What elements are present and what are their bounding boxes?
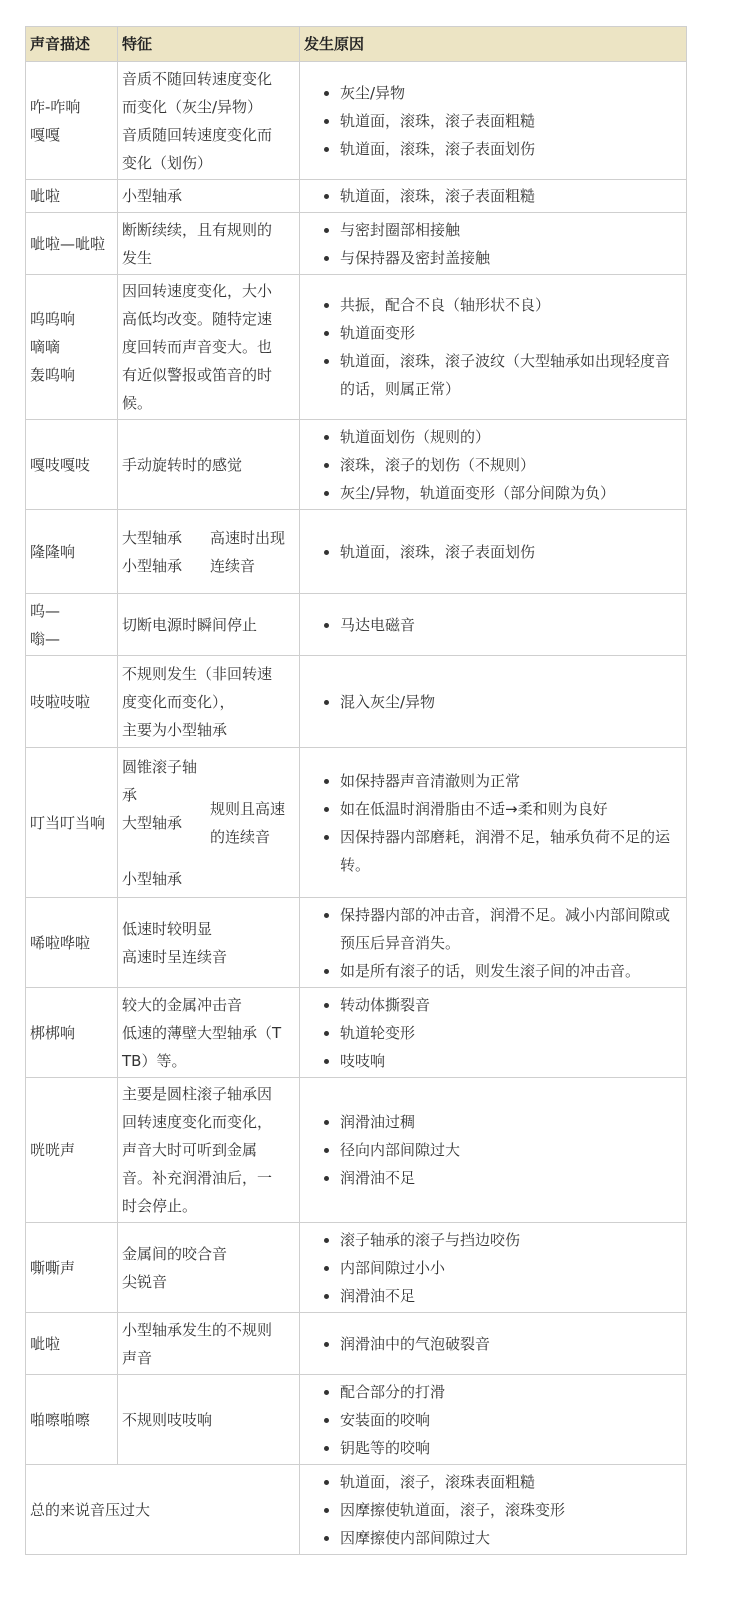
table-row bbox=[26, 656, 687, 748]
sound-line: 叮当叮当响 bbox=[30, 813, 106, 832]
cause-cell bbox=[300, 748, 687, 898]
feature-line: TB）等。 bbox=[122, 1051, 187, 1070]
cause-cell bbox=[300, 213, 687, 275]
sound-cell bbox=[26, 1313, 118, 1375]
feature-line: 发生 bbox=[122, 248, 153, 267]
sound-line: 呜— bbox=[30, 601, 61, 620]
feature-line: 声音大时可听到金属 bbox=[122, 1141, 258, 1159]
cause-cell bbox=[300, 420, 687, 510]
bearing-type bbox=[122, 837, 210, 865]
sound-cell bbox=[26, 1078, 118, 1223]
feature-line: 切断电源时瞬间停止 bbox=[122, 615, 258, 634]
header-sound: 声音描述 bbox=[26, 27, 118, 62]
cause-cell bbox=[300, 1223, 687, 1313]
sound-cell bbox=[26, 510, 118, 594]
cause-item: • 润滑油不足 bbox=[340, 1282, 682, 1310]
cause-item: • 轨道面，滚子，滚珠表面粗糙 bbox=[340, 1468, 682, 1496]
feature-cell bbox=[118, 594, 300, 656]
sound-line: 轰呜响 bbox=[30, 366, 76, 384]
feature-line: 候。 bbox=[122, 394, 153, 412]
sound-line: 唏啦哗啦 bbox=[30, 933, 91, 952]
cause-cell bbox=[300, 1375, 687, 1465]
cause-item: • 轨道面，滚珠，滚子波纹（大型轴承如出现轻度音的话，则属正常） bbox=[340, 347, 682, 403]
cause-list bbox=[304, 79, 682, 163]
sound-line: 吱啦吱啦 bbox=[30, 692, 91, 711]
cause-item: • 转动体撕裂音 bbox=[340, 991, 682, 1019]
sound-line: 梆梆响 bbox=[30, 1023, 76, 1042]
feature-sub-grid bbox=[122, 524, 295, 580]
sound-cell bbox=[26, 594, 118, 656]
sound-line: 啪嚓啪嚓 bbox=[30, 1410, 91, 1429]
cause-cell bbox=[300, 1078, 687, 1223]
cause-item: • 润滑油不足 bbox=[340, 1164, 682, 1192]
cause-item: • 混入灰尘/异物 bbox=[340, 688, 682, 716]
cause-cell bbox=[300, 1313, 687, 1375]
sound-cell bbox=[26, 1375, 118, 1465]
cause-item: • 共振，配合不良（轴形状不良） bbox=[340, 291, 682, 319]
cause-item: • 与密封圈部相接触 bbox=[340, 216, 682, 244]
feature-line: 而变化（灰尘/异物） bbox=[122, 97, 263, 116]
cause-item: • 轨道面，滚珠，滚子表面粗糙 bbox=[340, 107, 682, 135]
cause-item: • 如保持器声音清澈则为正常 bbox=[340, 767, 682, 795]
sound-line: 嘎嘎 bbox=[30, 125, 61, 144]
cause-list bbox=[304, 182, 682, 210]
cause-item: • 马达电磁音 bbox=[340, 611, 682, 639]
feature-line: 高速时呈连续音 bbox=[122, 947, 228, 966]
table-header-row bbox=[26, 27, 687, 62]
feature-cell bbox=[118, 62, 300, 180]
sound-line: 呲啦—呲啦 bbox=[30, 234, 106, 253]
bearing-noise-table bbox=[25, 26, 687, 1555]
feature-line: 不规则吱吱响 bbox=[122, 1410, 213, 1429]
bearing-type: 大型轴承 bbox=[122, 528, 183, 547]
bearing-type: 小型轴承 bbox=[122, 869, 183, 888]
sound-cell bbox=[26, 656, 118, 748]
cause-item: • 钥匙等的咬响 bbox=[340, 1434, 682, 1462]
table-row bbox=[26, 1375, 687, 1465]
cause-list bbox=[304, 291, 682, 403]
feature-line: 主要为小型轴承 bbox=[122, 720, 228, 739]
table-row bbox=[26, 510, 687, 594]
bearing-type: 圆锥滚子轴承 bbox=[122, 757, 198, 804]
feature-line: 音质不随回转速度变化 bbox=[122, 69, 273, 88]
sound-cell bbox=[26, 180, 118, 213]
feature-cell bbox=[118, 1078, 300, 1223]
feature-line: 小型轴承 bbox=[122, 187, 183, 205]
cause-list bbox=[304, 1108, 682, 1192]
header-feature: 特征 bbox=[118, 27, 300, 62]
cause-cell bbox=[300, 898, 687, 988]
cause-item: • 轨道面，滚珠，滚子表面粗糙 bbox=[340, 182, 682, 210]
table-row bbox=[26, 275, 687, 420]
cause-item: • 轨道面变形 bbox=[340, 319, 682, 347]
sound-line: 呜呜响 bbox=[30, 310, 76, 328]
sound-line: 呲啦 bbox=[30, 187, 61, 205]
cause-item: • 径向内部间隙过大 bbox=[340, 1136, 682, 1164]
cause-item: • 内部间隙过小小 bbox=[340, 1254, 682, 1282]
feature-line: 较大的金属冲击音 bbox=[122, 995, 243, 1014]
sound-cell bbox=[26, 213, 118, 275]
feature-line: 度变化而变化）， bbox=[122, 692, 235, 711]
cause-item: • 安装面的咬响 bbox=[340, 1406, 682, 1434]
sound-line: 咋-咋响 bbox=[30, 97, 81, 116]
table-row bbox=[26, 180, 687, 213]
feature-bearing-types bbox=[122, 524, 210, 580]
table-row bbox=[26, 1078, 687, 1223]
cause-list bbox=[304, 216, 682, 272]
cause-cell bbox=[300, 275, 687, 420]
feature-line: 度回转而声音变大。也 bbox=[122, 338, 273, 356]
header-cause: 发生原因 bbox=[300, 27, 687, 62]
feature-line: 因回转速度变化，大小 bbox=[122, 282, 273, 300]
cause-list bbox=[304, 1330, 682, 1358]
cause-item: • 轨道轮变形 bbox=[340, 1019, 682, 1047]
cause-item: • 如在低温时润滑脂由不适→柔和则为良好 bbox=[340, 795, 682, 823]
sound-line: 隆隆响 bbox=[30, 542, 76, 561]
cause-item: • 滚珠，滚子的划伤（不规则） bbox=[340, 451, 682, 479]
table-row bbox=[26, 898, 687, 988]
feature-cell bbox=[118, 420, 300, 510]
feature-cell bbox=[118, 988, 300, 1078]
cause-cell bbox=[300, 594, 687, 656]
cause-cell bbox=[300, 656, 687, 748]
feature-line: 手动旋转时的感觉 bbox=[122, 455, 243, 474]
sound-cell bbox=[26, 420, 118, 510]
feature-cell bbox=[118, 510, 300, 594]
feature-line: 低速时较明显 bbox=[122, 919, 213, 938]
feature-condition: 高速时出现连续音 bbox=[210, 528, 286, 575]
cause-item: • 轨道面，滚珠，滚子表面划伤 bbox=[340, 135, 682, 163]
feature-cell bbox=[118, 1375, 300, 1465]
cause-item: • 保持器内部的冲击音，润滑不足。减小内部间隙或预压后异音消失。 bbox=[340, 901, 682, 957]
cause-item: • 因摩擦使轨道面，滚子，滚珠变形 bbox=[340, 1496, 682, 1524]
feature-line: 主要是圆柱滚子轴承因 bbox=[122, 1085, 273, 1103]
table-row bbox=[26, 420, 687, 510]
sound-cell bbox=[26, 748, 118, 898]
feature-line: 有近似警报或笛音的时 bbox=[122, 366, 273, 384]
cause-item: • 滚子轴承的滚子与挡边咬伤 bbox=[340, 1226, 682, 1254]
feature-cell bbox=[118, 213, 300, 275]
feature-cell bbox=[118, 898, 300, 988]
sound-cell bbox=[26, 275, 118, 420]
cause-item: • 轨道面划伤（规则的） bbox=[340, 423, 682, 451]
table-row bbox=[26, 594, 687, 656]
feature-cell bbox=[118, 1223, 300, 1313]
feature-cell bbox=[118, 1313, 300, 1375]
table-row bbox=[26, 988, 687, 1078]
feature-line: 回转速度变化而变化， bbox=[122, 1113, 273, 1131]
sound-cell bbox=[26, 62, 118, 180]
cause-item: • 与保持器及密封盖接触 bbox=[340, 244, 682, 272]
feature-line: 高低均改变。随特定速 bbox=[122, 310, 273, 328]
feature-line: 变化（划伤） bbox=[122, 153, 213, 172]
cause-cell bbox=[300, 510, 687, 594]
sound-cell bbox=[26, 988, 118, 1078]
sound-line: 嘎吱嘎吱 bbox=[30, 455, 91, 474]
bearing-type: 大型轴承 bbox=[122, 813, 183, 832]
table-row bbox=[26, 213, 687, 275]
cause-item: • 润滑油过稠 bbox=[340, 1108, 682, 1136]
cause-cell bbox=[300, 62, 687, 180]
cause-list bbox=[304, 611, 682, 639]
cause-item: • 吱吱响 bbox=[340, 1047, 682, 1075]
table-row bbox=[26, 62, 687, 180]
feature-line: 声音 bbox=[122, 1348, 153, 1367]
cause-list bbox=[304, 423, 682, 507]
cause-list bbox=[304, 767, 682, 879]
feature-line: 断断续续，且有规则的 bbox=[122, 220, 273, 239]
feature-line: 时会停止。 bbox=[122, 1197, 198, 1215]
sound-cell bbox=[26, 898, 118, 988]
feature-line: 金属间的咬合音 bbox=[122, 1244, 228, 1263]
feature-line: 音。补充润滑油后，一 bbox=[122, 1169, 273, 1187]
cause-cell bbox=[300, 1465, 687, 1555]
cause-cell bbox=[300, 180, 687, 213]
table-row bbox=[26, 748, 687, 898]
cause-item: • 配合部分的打滑 bbox=[340, 1378, 682, 1406]
feature-line: 小型轴承发生的不规则 bbox=[122, 1320, 273, 1339]
feature-cell bbox=[118, 656, 300, 748]
feature-cell bbox=[118, 275, 300, 420]
sound-line: 呲啦 bbox=[30, 1334, 61, 1353]
cause-list bbox=[304, 1378, 682, 1462]
feature-line: 低速的薄壁大型轴承（T bbox=[122, 1023, 282, 1042]
cause-item: • 因摩擦使内部间隙过大 bbox=[340, 1524, 682, 1552]
feature-condition: 规则且高速的连续音 bbox=[210, 799, 286, 846]
table-row bbox=[26, 1223, 687, 1313]
cause-cell bbox=[300, 988, 687, 1078]
merged-summary-cell: 总的来说音压过大 bbox=[26, 1465, 300, 1555]
feature-cell bbox=[118, 748, 300, 898]
cause-item: • 润滑油中的气泡破裂音 bbox=[340, 1330, 682, 1358]
table-row bbox=[26, 1465, 687, 1555]
bearing-type: 小型轴承 bbox=[122, 556, 183, 575]
cause-list bbox=[304, 1468, 682, 1552]
feature-sub-grid bbox=[122, 753, 295, 893]
feature-line: 不规则发生（非回转速 bbox=[122, 664, 273, 683]
cause-list bbox=[304, 901, 682, 985]
cause-list bbox=[304, 1226, 682, 1310]
sound-line: 嘶嘶声 bbox=[30, 1258, 76, 1277]
feature-cell bbox=[118, 180, 300, 213]
cause-list bbox=[304, 991, 682, 1075]
cause-item: • 灰尘/异物，轨道面变形（部分间隙为负） bbox=[340, 479, 682, 507]
feature-bearing-types bbox=[122, 753, 210, 893]
sound-line: 咣咣声 bbox=[30, 1141, 76, 1159]
table-body bbox=[26, 62, 687, 1555]
cause-list bbox=[304, 688, 682, 716]
feature-line: 音质随回转速度变化而 bbox=[122, 125, 273, 144]
sound-line: 嗡— bbox=[30, 629, 61, 648]
sound-cell bbox=[26, 1223, 118, 1313]
table-row bbox=[26, 1313, 687, 1375]
cause-item: • 灰尘/异物 bbox=[340, 79, 682, 107]
cause-item: • 因保持器内部磨耗，润滑不足，轴承负荷不足的运转。 bbox=[340, 823, 682, 879]
cause-list bbox=[304, 538, 682, 566]
cause-item: • 轨道面，滚珠，滚子表面划伤 bbox=[340, 538, 682, 566]
cause-item: • 如是所有滚子的话，则发生滚子间的冲击音。 bbox=[340, 957, 682, 985]
sound-line: 嘀嘀 bbox=[30, 338, 61, 356]
feature-line: 尖锐音 bbox=[122, 1272, 168, 1291]
